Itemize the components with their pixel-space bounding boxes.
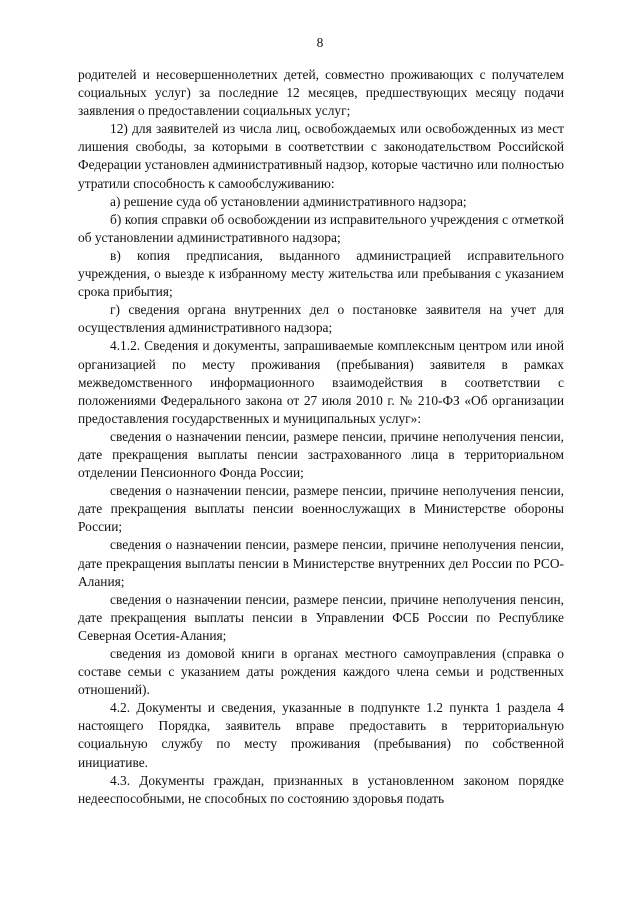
- paragraph: а) решение суда об установлении административного надзора;: [110, 193, 467, 209]
- paragraph: 4.3. Документы граждан, признанных в установленном законом порядке недееспособными, не способных по состоянию здоровья подать: [78, 772, 564, 806]
- paragraph: сведения о назначении пенсии, размере пенсии, причине неполучения пенсии, дате прекращения выплаты пенсии застрахованного лица в территориальном отделении Пенсионного Фонда России;: [78, 428, 564, 481]
- paragraph: сведения о назначении пенсии, размере пенсии, причине неполучения пенсии, дате прекращения выплаты пенсии в Министерстве внутренних дел России по РСО-Алания;: [78, 537, 564, 589]
- paragraph: б) копия справки об освобождении из исправительного учреждения с отметкой об установлении административного надзора;: [78, 211, 564, 245]
- paragraph: сведения из домовой книги в органах местного самоуправления (справка о составе семьи с указанием даты рождения каждого члена семьи и родственных отношений).: [78, 646, 564, 698]
- document-body: [78, 66, 564, 808]
- paragraph: родителей и несовершеннолетних детей, совместно проживающих с получателем социальных услуг) за последние 12 месяцев, предшествующих месяцу подачи заявления о предоставлении социальных услуг;: [78, 67, 564, 119]
- paragraph: в) копия предписания, выданного администрацией исправительного учреждения, о выезде к избранному месту жительства или пребывания с указанием срока прибытия;: [78, 247, 564, 300]
- paragraph: г) сведения органа внутренних дел о постановке заявителя на учет для осуществления административного надзора;: [78, 302, 564, 336]
- page-number: 8: [316, 35, 324, 50]
- paragraph: 4.1.2. Сведения и документы, запрашиваемые комплексным центром или иной организацией по месту проживания (пребывания) заявителя в рамках межведомственного информационного взаимодействия в соответствии с положениями Федерального закона от 27 июля 2010 г. № 210-ФЗ «Об организации предоставления государственных и муниципальных услуг»:: [78, 338, 564, 426]
- paragraph: сведения о назначении пенсии, размере пенсии, причине неполучения пенсин, дате прекращения выплаты пенсии в Управлении ФСБ России по Республике Северная Осетия-Алания;: [78, 591, 564, 643]
- paragraph: сведения о назначении пенсии, размере пенсии, причине неполучения пенсии, дате прекращения выплаты пенсии военнослужащих в Министерстве обороны России;: [78, 483, 564, 535]
- paragraph: 12) для заявителей из числа лиц, освобождаемых или освобожденных из мест лишения свободы, за которыми в соответствии с законодательством Российской Федерации установлен административный надзор, которые частично или полностью утратили способность к самообслуживанию:: [78, 121, 564, 191]
- paragraph: 4.2. Документы и сведения, указанные в подпункте 1.2 пункта 1 раздела 4 настоящего Порядка, заявитель вправе предоставить в территориальную социальную службу по месту проживания (пребывания) по собственной инициативе.: [78, 700, 564, 770]
